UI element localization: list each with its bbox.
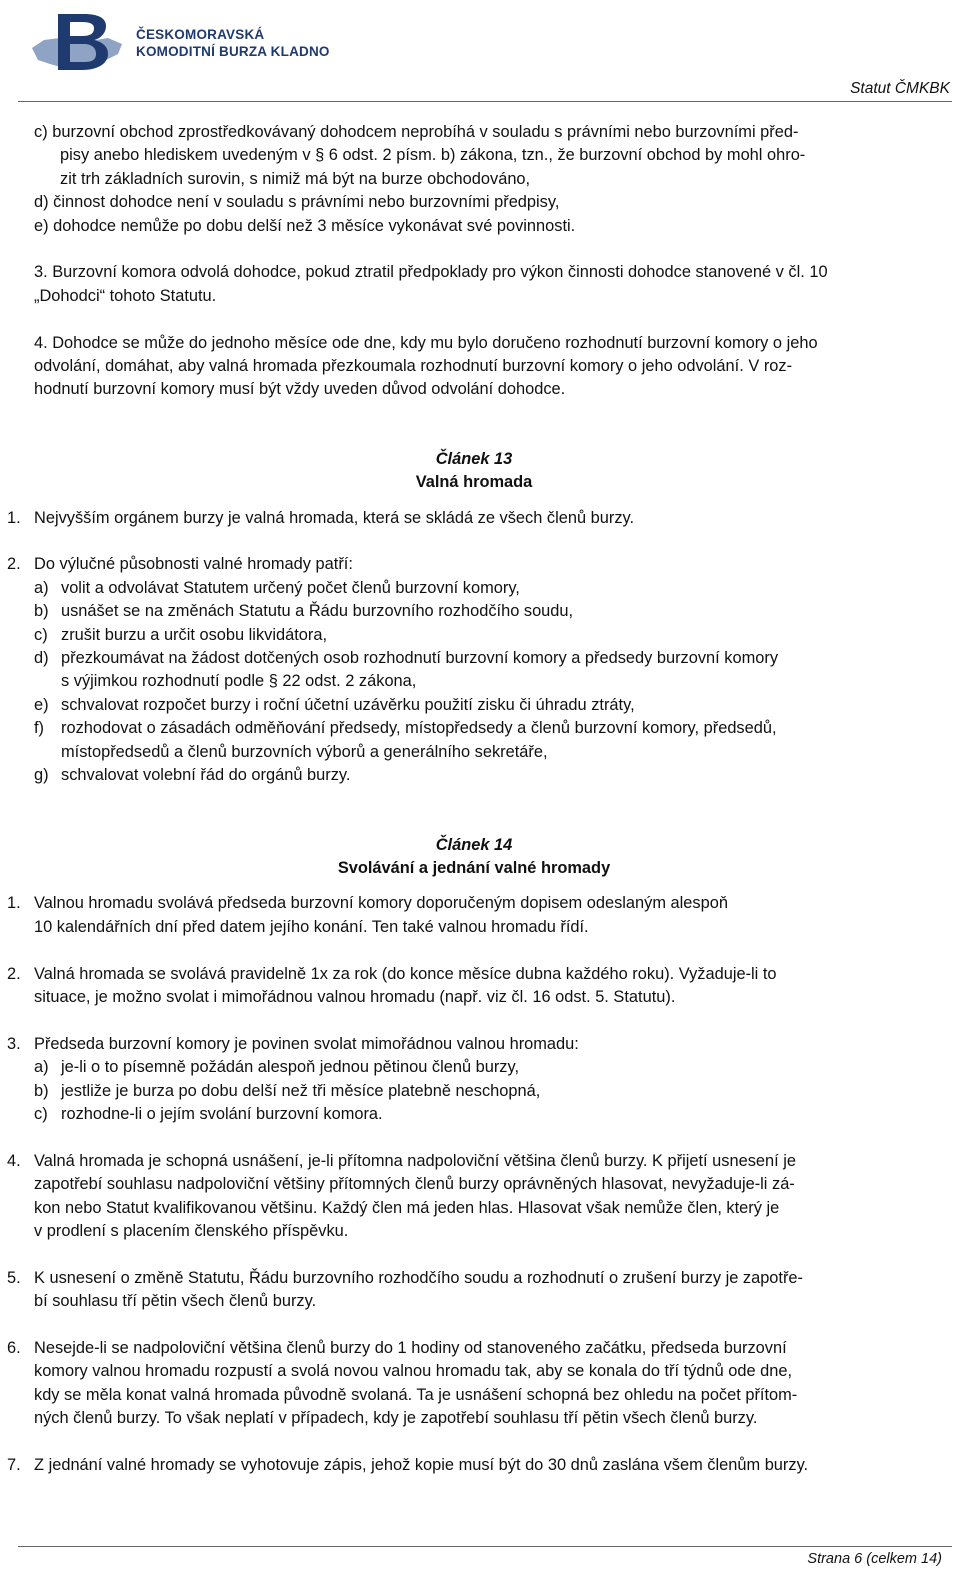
spacer	[34, 530, 952, 553]
paragraph-line: Předseda burzovní komory je povinen svolat mimořádnou valnou hromadu:	[34, 1034, 579, 1053]
list-item-text: jestliže je burza po dobu delší než tři měsíce platebně neschopná,	[61, 1081, 541, 1100]
paragraph-line: Valnou hromadu svolává předseda burzovní komory doporučeným dopisem odeslaným alespoň	[34, 894, 728, 913]
list-item-text: rozhodovat o zásadách odměňování předsedy, místopředsedy a členů burzovní komory, předsedů,	[61, 719, 777, 738]
list-item	[34, 624, 952, 647]
paragraph-line: bí souhlasu tří pětin všech členů burzy.	[34, 1292, 317, 1311]
list-item-label: a)	[34, 578, 49, 597]
list-item-text: usnášet se na změnách Statutu a Řádu burzovního rozhodčího soudu,	[61, 602, 574, 621]
paragraph-3-line: 3. Burzovní komora odvolá dohodce, pokud ztratil předpoklady pro výkon činnosti dohodce stanovené v čl. 10	[34, 263, 828, 282]
article-14-paragraph	[7, 1267, 952, 1314]
paragraph-line: komory valnou hromadu rozpustí a svolá novou valnou hromadu tak, aby se konala do tří týdnů ode dne,	[34, 1362, 793, 1381]
spacer	[34, 1243, 952, 1266]
list-item-text: je-li o to písemně požádán alespoň jednou pětinou členů burzy,	[61, 1058, 520, 1077]
spacer	[34, 939, 952, 962]
article-14-paragraph	[7, 1150, 952, 1244]
article-14-title: Svolávání a jednání valné hromady	[337, 858, 611, 877]
paragraph-number: 3.	[7, 1034, 21, 1053]
article-13-body	[7, 507, 952, 788]
list-item-label: a)	[34, 1058, 49, 1077]
list-item-text: zrušit burzu a určit osobu likvidátora,	[61, 625, 328, 644]
article-14-label: Článek 14	[435, 835, 513, 854]
paragraph-line: Z jednání valné hromady se vyhotovuje zápis, jehož kopie musí být do 30 dnů zaslána všem členům burzy.	[34, 1455, 809, 1474]
paragraph-text: Do výlučné působnosti valné hromady patří:	[34, 555, 353, 574]
intro-line: d) činnost dohodce není v souladu s právními nebo burzovními předpisy,	[34, 193, 560, 212]
paragraph-text: Nejvyšším orgánem burzy je valná hromada, která se skládá ze všech členů burzy.	[34, 508, 635, 527]
list-item	[34, 694, 952, 717]
footer-divider	[18, 1546, 952, 1547]
paragraph-number: 5.	[7, 1268, 21, 1287]
logo-line1: ČESKOMORAVSKÁ	[136, 27, 265, 42]
list-item-text: místopředsedů a členů burzovních výborů a generálního sekretáře,	[61, 742, 548, 761]
article-14-paragraph	[7, 963, 952, 1010]
header-divider	[18, 101, 952, 102]
intro-line: pisy anebo hlediskem uvedeným v § 6 odst. 2 písm. b) zákona, tzn., že burzovní obchod by mohl ohro-	[60, 146, 806, 165]
paragraph-number: 6.	[7, 1338, 21, 1357]
document-body	[7, 121, 952, 1477]
list-item-label: c)	[34, 1104, 48, 1123]
article-13-paragraph-2	[7, 553, 952, 787]
article-14-paragraph	[7, 892, 952, 939]
article-14-paragraph	[7, 1033, 952, 1127]
document-title: Statut ČMKBK	[850, 80, 950, 97]
list-item	[34, 670, 952, 693]
paragraph-line: v prodlení s placením členského příspěvku.	[34, 1221, 349, 1240]
list-item-label: b)	[34, 602, 49, 621]
list-item-label: d)	[34, 649, 49, 668]
logo	[22, 10, 352, 74]
intro-line: zit trh základních surovin, s nimiž má být na burze obchodováno,	[60, 169, 531, 188]
paragraph-line: kon nebo Statut kvalifikovanou většinu. Každý člen má jeden hlas. Hlasovat však nemůže člen, který je	[34, 1198, 780, 1217]
paragraph-line: K usnesení o změně Statutu, Řádu burzovního rozhodčího soudu a rozhodnutí o zrušení burzy je zapotře-	[34, 1268, 804, 1287]
paragraph-line: kdy se měla konat valná hromada původně svolaná. Ta je usnášení schopná bez ohledu na počet přítom-	[34, 1385, 798, 1404]
paragraph-line: situace, je možno svolat i mimořádnou valnou hromadu (např. viz čl. 16 odst. 5. Statutu).	[34, 987, 676, 1006]
article-13-title: Valná hromada	[415, 473, 533, 492]
intro-line: e) dohodce nemůže po dobu delší než 3 měsíce vykonávat své povinnosti.	[34, 216, 576, 235]
spacer	[34, 1314, 952, 1337]
paragraph-line: ných členů burzy. To však neplatí v případech, kdy je zapotřebí souhlasu tří pětin všech členů burzy.	[34, 1409, 758, 1428]
paragraph-4-line: hodnutí burzovní komory musí být vždy uveden důvod odvolání dohodce.	[34, 380, 566, 399]
logo-text	[136, 26, 330, 60]
list-item	[34, 600, 952, 623]
spacer	[34, 1431, 952, 1454]
paragraph-line: 10 kalendářních dní před datem jejího konání. Ten také valnou hromadu řídí.	[34, 917, 589, 936]
article-14-heading	[34, 834, 914, 881]
paragraph-4-line: odvolání, domáhat, aby valná hromada přezkoumala rozhodnutí burzovní komory o jeho odvolání. V roz-	[34, 357, 793, 376]
intro-line: c) burzovní obchod zprostředkovávaný dohodcem neprobíhá v souladu s právními nebo burzovními před-	[34, 123, 799, 141]
paragraph-number: 4.	[7, 1151, 21, 1170]
article-14-body	[7, 892, 952, 1477]
list-item-text: přezkoumávat na žádost dotčených osob rozhodnutí burzovní komory a předsedy burzovní komory	[61, 649, 779, 668]
list-item	[34, 741, 952, 764]
burza-logo-icon	[22, 10, 134, 74]
list-item-label: c)	[34, 625, 48, 644]
paragraph-line: Valná hromada se svolává pravidelně 1x za rok (do konce měsíce dubna každého roku). Vyžaduje-li to	[34, 964, 777, 983]
paragraph-line: Valná hromada je schopná usnášení, je-li přítomna nadpoloviční většina členů burzy. K přijetí usnesení je	[34, 1151, 796, 1170]
article-13-heading	[34, 448, 914, 495]
list-item	[34, 1080, 952, 1103]
spacer	[34, 1009, 952, 1032]
list-item	[34, 1103, 952, 1126]
list-item-label: f)	[34, 719, 45, 738]
list-item-label: e)	[34, 695, 49, 714]
paragraph-number: 2.	[7, 555, 21, 574]
paragraph-line: Nesejde-li se nadpoloviční většina členů burzy do 1 hodiny od stanoveného začátku, předseda burzovní	[34, 1338, 787, 1357]
paragraph-3-line: „Dohodci“ tohoto Statutu.	[34, 286, 217, 305]
article-13-paragraph-1	[7, 507, 952, 530]
list-item	[34, 647, 952, 670]
logo-line2: KOMODITNÍ BURZA KLADNO	[136, 44, 330, 59]
list-item	[34, 717, 952, 740]
article-14-paragraph	[7, 1337, 952, 1431]
spacer	[34, 1126, 952, 1149]
list-item	[34, 1056, 952, 1079]
list-item-text: volit a odvolávat Statutem určený počet členů burzovní komory,	[61, 578, 520, 597]
list-item-text: rozhodne-li o jejím svolání burzovní komora.	[61, 1104, 383, 1123]
article-13-label: Článek 13	[435, 449, 513, 468]
list-item-text: s výjimkou rozhodnutí podle § 22 odst. 2 zákona,	[61, 672, 417, 691]
paragraph-number: 1.	[7, 508, 21, 527]
list-item-label: b)	[34, 1081, 49, 1100]
list-item-text: schvalovat volební řád do orgánů burzy.	[61, 766, 351, 785]
paragraph-line: zapotřebí souhlasu nadpoloviční většiny přítomných členů burzy oprávněných hlasovat, nevyžaduje-li zá-	[34, 1175, 795, 1194]
list-item	[34, 764, 952, 787]
paragraph-number: 1.	[7, 894, 21, 913]
paragraph-number: 7.	[7, 1455, 21, 1474]
list-item-label: g)	[34, 766, 49, 785]
article-14-paragraph	[7, 1454, 952, 1477]
list-item	[34, 577, 952, 600]
paragraph-number: 2.	[7, 964, 21, 983]
page-number: Strana 6 (celkem 14)	[807, 1551, 942, 1567]
list-item-text: schvalovat rozpočet burzy i roční účetní uzávěrku použití zisku či úhradu ztráty,	[61, 695, 635, 714]
page-header	[0, 0, 960, 104]
paragraph-4-line: 4. Dohodce se může do jednoho měsíce ode dne, kdy mu bylo doručeno rozhodnutí burzovní komory o jeho	[34, 333, 818, 352]
